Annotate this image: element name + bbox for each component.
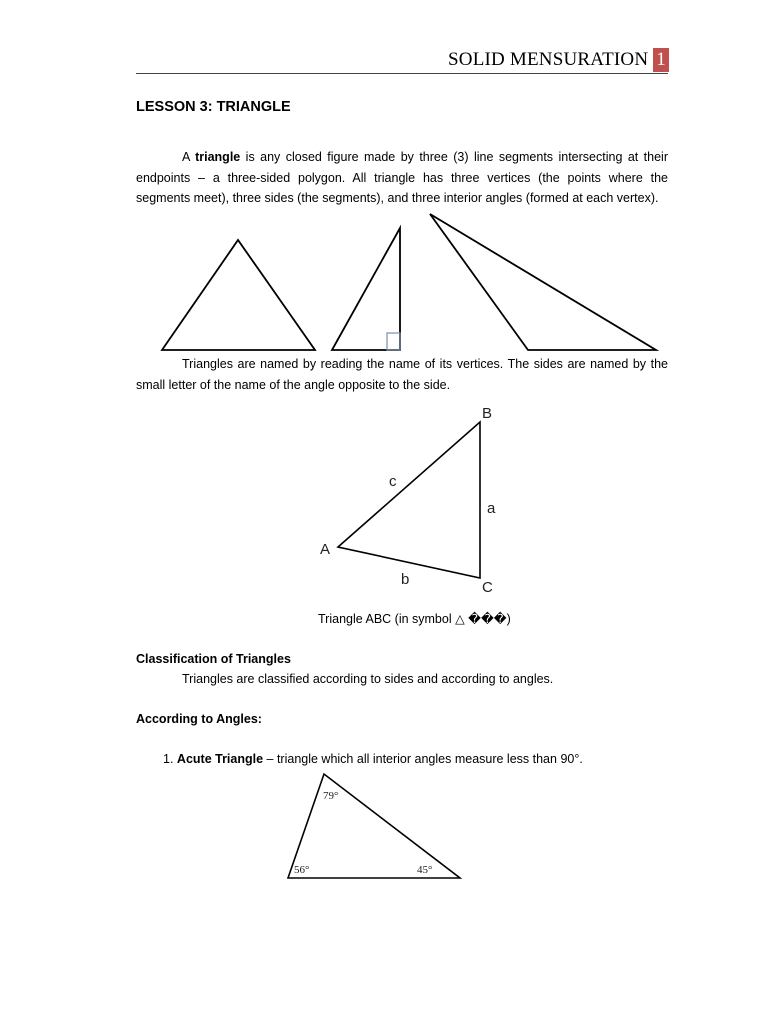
list-item-definition: – triangle which all interior angles measure less than 90°. bbox=[263, 752, 583, 766]
intro-paragraph bbox=[136, 147, 668, 209]
page-number-badge: 1 bbox=[653, 48, 669, 72]
triangle-abc-figure bbox=[310, 398, 510, 600]
vertex-label-c: C bbox=[482, 579, 493, 596]
triangle-abc bbox=[338, 422, 480, 578]
naming-text: Triangles are named by reading the name of its vertices. The sides are named by the small letter of the name of the angle opposite to the side. bbox=[136, 357, 668, 392]
acute-triangle-figure bbox=[280, 768, 470, 886]
header-divider bbox=[136, 73, 668, 74]
angle-label-top: 79° bbox=[323, 790, 339, 802]
intro-term: triangle bbox=[195, 150, 241, 164]
vertex-label-a: A bbox=[320, 541, 331, 558]
side-label-b: b bbox=[401, 571, 410, 588]
lesson-title: LESSON 3: TRIANGLE bbox=[136, 99, 291, 115]
classification-text: Triangles are classified according to sides and according to angles. bbox=[182, 672, 554, 686]
triangle-abc-caption: Triangle ABC (in symbol △ ���) bbox=[318, 612, 511, 626]
angle-label-right: 45° bbox=[417, 864, 433, 876]
angles-heading: According to Angles: bbox=[136, 712, 262, 726]
naming-paragraph bbox=[136, 354, 668, 395]
obtuse-triangle bbox=[430, 214, 656, 350]
list-item-term: Acute Triangle bbox=[176, 752, 264, 766]
list-item bbox=[163, 752, 583, 766]
side-label-a: a bbox=[487, 500, 496, 517]
vertex-label-b: B bbox=[482, 405, 493, 422]
intro-rest: is any closed figure made by three (3) line segments intersecting at their endpoints – a three-sided polygon. All triangle has three vertices (the points where the segments meet), three sides (the segments), and three interior angles (formed at each vertex). bbox=[136, 150, 668, 205]
list-item-number: 1. bbox=[163, 752, 174, 766]
acute-triangle bbox=[288, 774, 460, 878]
right-angle-mark bbox=[387, 333, 400, 350]
side-label-c: c bbox=[389, 473, 397, 490]
angle-label-left: 56° bbox=[294, 864, 310, 876]
equilateral-triangle bbox=[162, 240, 315, 350]
page-header bbox=[448, 48, 669, 72]
classification-heading: Classification of Triangles bbox=[136, 652, 291, 666]
right-triangle bbox=[332, 228, 400, 350]
triangle-types-figure bbox=[150, 208, 670, 358]
intro-lead: A bbox=[182, 150, 196, 164]
header-title: SOLID MENSURATION bbox=[448, 49, 649, 70]
